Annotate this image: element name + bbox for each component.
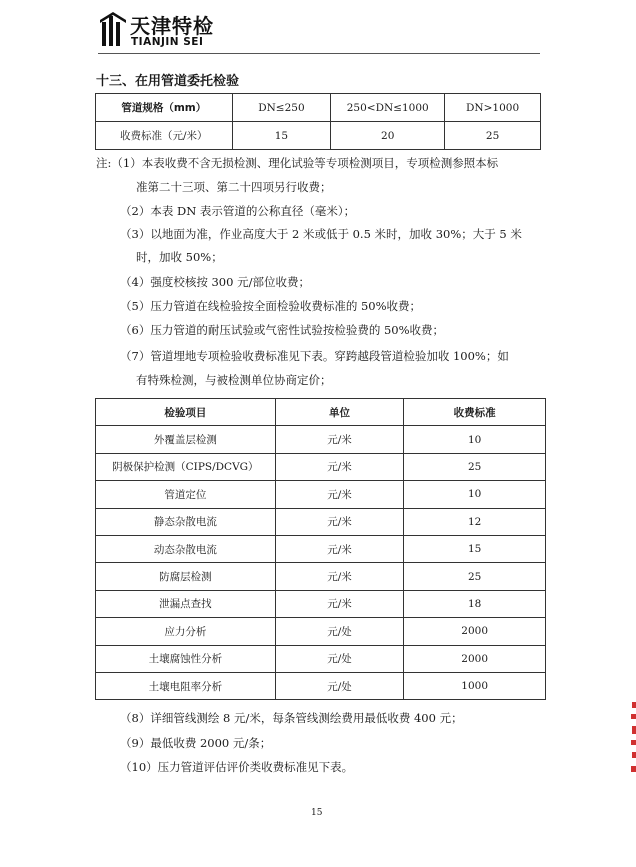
header-divider [98, 53, 540, 54]
pipe-spec-fee-table [95, 93, 541, 150]
table-row [96, 563, 546, 590]
tjsei-logo-mark-icon [100, 12, 126, 48]
table-cell: 25 [404, 453, 546, 480]
table-row [96, 618, 546, 645]
table-header-row [96, 399, 546, 426]
table-row [96, 645, 546, 672]
buried-pipe-fee-table [95, 398, 546, 700]
table-header-cell: 收费标准 [404, 399, 546, 426]
table-cell: 元/米 [275, 426, 404, 453]
table-row [96, 426, 546, 453]
table-cell: 25 [404, 563, 546, 590]
table-cell: 管道定位 [96, 481, 276, 508]
table-cell: 10 [404, 481, 546, 508]
table-cell: 2000 [404, 618, 546, 645]
table-header-cell: 单位 [275, 399, 404, 426]
table-row [96, 535, 546, 562]
table-cell: 元/米 [275, 508, 404, 535]
table-cell: 泄漏点查找 [96, 590, 276, 617]
table-header-row [96, 94, 541, 122]
table-header-cell: 管道规格（mm） [96, 94, 233, 122]
table-cell: 15 [404, 535, 546, 562]
page-number: 15 [311, 808, 323, 818]
note-line: （10）压力管道评估评价类收费标准见下表。 [120, 760, 354, 774]
table-cell: 元/处 [275, 618, 404, 645]
table-row [96, 453, 546, 480]
table-header-cell: DN>1000 [445, 94, 541, 122]
table-row [96, 590, 546, 617]
table-header-cell: DN≤250 [232, 94, 331, 122]
table-cell: 土壤电阻率分析 [96, 672, 276, 699]
table-cell: 18 [404, 590, 546, 617]
table-cell: 元/米 [275, 590, 404, 617]
note-line: （3）以地面为准，作业高度大于 2 米或低于 0.5 米时，加收 30%；大于 5 米 [120, 227, 522, 241]
seal-fragment-icon [630, 700, 636, 780]
table-cell: 应力分析 [96, 618, 276, 645]
table-cell: 元/处 [275, 645, 404, 672]
note-line: （9）最低收费 2000 元/条； [120, 736, 272, 750]
note-line: （2）本表 DN 表示管道的公称直径（毫米）； [120, 204, 356, 218]
table-cell: 外覆盖层检测 [96, 426, 276, 453]
note-line: （5）压力管道在线检验按全面检验收费标准的 50%收费； [120, 299, 422, 313]
table-cell: 元/米 [275, 535, 404, 562]
logo-english-name: TIANJIN SEI [131, 36, 204, 48]
table-cell: 元/米 [275, 453, 404, 480]
table-row [96, 122, 541, 150]
table-row [96, 481, 546, 508]
table-cell: 收费标准（元/米） [96, 122, 233, 150]
table-cell: 元/米 [275, 563, 404, 590]
section-title: 十三、在用管道委托检验 [96, 74, 240, 89]
table-row [96, 508, 546, 535]
table-cell: 静态杂散电流 [96, 508, 276, 535]
table-cell: 12 [404, 508, 546, 535]
logo [100, 12, 240, 48]
note-line: （7）管道埋地专项检验收费标准见下表。穿跨越段管道检验加收 100%；如 [120, 349, 509, 363]
table-cell: 防腐层检测 [96, 563, 276, 590]
table-cell: 10 [404, 426, 546, 453]
note-line: 有特殊检测，与被检测单位协商定价； [136, 373, 332, 387]
table-cell: 元/米 [275, 481, 404, 508]
table-header-cell: 250<DN≤1000 [331, 94, 445, 122]
table-cell: 15 [232, 122, 331, 150]
note-line: （8）详细管线测绘 8 元/米，每条管线测绘费用最低收费 400 元； [120, 711, 463, 725]
note-line: 注:（1）本表收费不含无损检测、理化试验等专项检测项目，专项检测参照本标 [96, 156, 499, 170]
table-cell: 25 [445, 122, 541, 150]
table-cell: 动态杂散电流 [96, 535, 276, 562]
note-line: （6）压力管道的耐压试验或气密性试验按检验费的 50%收费； [120, 323, 445, 337]
table-cell: 20 [331, 122, 445, 150]
note-line: 时，加收 50%； [136, 250, 223, 264]
table-cell: 土壤腐蚀性分析 [96, 645, 276, 672]
note-line: 准第二十三项、第二十四项另行收费； [136, 180, 332, 194]
table-cell: 阴极保护检测（CIPS/DCVG） [96, 453, 276, 480]
note-line: （4）强度校核按 300 元/部位收费； [120, 275, 310, 289]
table-cell: 1000 [404, 672, 546, 699]
logo-chinese-name: 天津特检 [130, 14, 214, 38]
table-row [96, 672, 546, 699]
table-cell: 2000 [404, 645, 546, 672]
table-cell: 元/处 [275, 672, 404, 699]
table-header-cell: 检验项目 [96, 399, 276, 426]
